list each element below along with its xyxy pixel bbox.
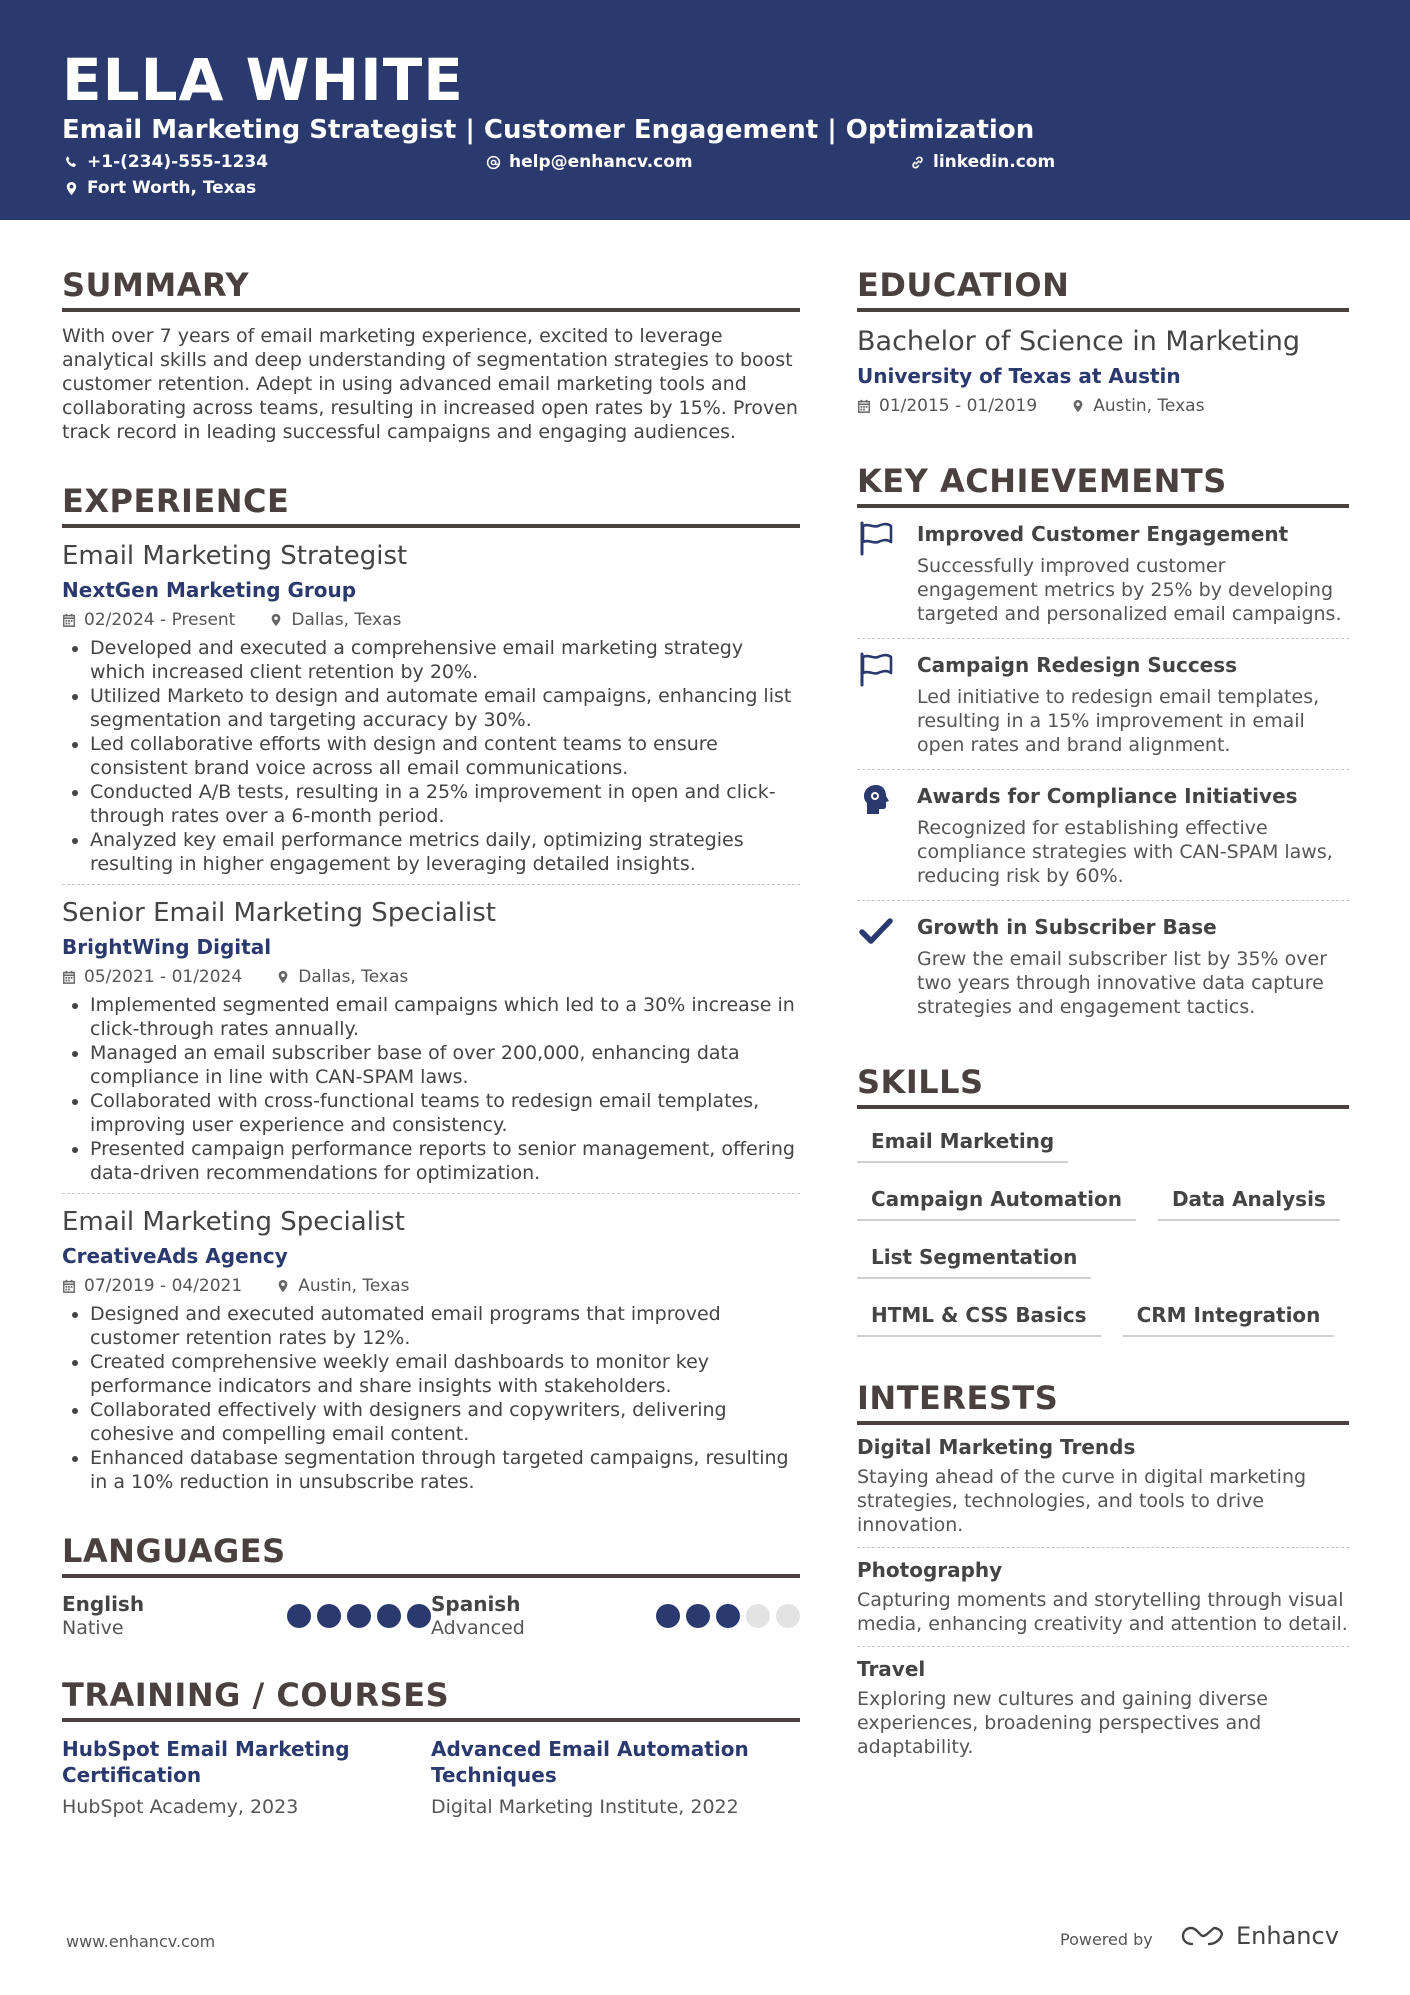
- experience-entry: [62, 1194, 800, 1502]
- job-meta: [62, 1274, 800, 1298]
- course-org: Digital Marketing Institute, 2022: [431, 1796, 739, 1818]
- experience-list: [62, 528, 800, 1502]
- interests-section: [857, 1377, 1349, 1769]
- achievements-list: [857, 508, 1349, 1031]
- achievements-section: [857, 460, 1349, 1031]
- training-heading: TRAINING / COURSES: [62, 1674, 800, 1722]
- languages-heading: LANGUAGES: [62, 1530, 800, 1578]
- right-column: [857, 264, 1349, 1769]
- job-bullet: • Developed and executed a comprehensive email marketing strategy which increased client retention by 20%.: [90, 636, 800, 684]
- rating-dot-filled: [317, 1604, 341, 1628]
- achievement-desc: Recognized for establishing effective compliance strategies with CAN-SPAM laws, reducing risk by 60%.: [917, 817, 1333, 887]
- language-level: Native: [62, 1617, 124, 1639]
- flag-icon: [857, 520, 917, 626]
- achievement-item: [857, 901, 1349, 1031]
- location-text: Fort Worth, Texas: [87, 178, 257, 198]
- experience-entry: [62, 885, 800, 1194]
- language-item: [431, 1592, 800, 1640]
- job-bullet: • Collaborated with cross-functional teams to redesign email templates, improving user experience and consistency.: [90, 1089, 800, 1137]
- course-item: [431, 1736, 800, 1820]
- company-name: BrightWing Digital: [62, 935, 272, 959]
- language-name: Spanish: [431, 1592, 521, 1616]
- achievements-heading: KEY ACHIEVEMENTS: [857, 460, 1349, 508]
- education-section: [857, 264, 1349, 418]
- job-bullet: • Managed an email subscriber base of over 200,000, enhancing data compliance in line with CAN-SPAM laws.: [90, 1041, 800, 1089]
- courses-list: [62, 1736, 800, 1820]
- job-meta: [62, 965, 800, 989]
- experience-heading: EXPERIENCE: [62, 480, 800, 528]
- calendar-icon: [62, 970, 76, 984]
- rating-dot-empty: [776, 1604, 800, 1628]
- head-icon: [857, 782, 917, 888]
- achievement-title: Awards for Compliance Initiatives: [917, 784, 1298, 808]
- job-bullet: • Implemented segmented email campaigns which led to a 30% increase in click-through rates annually.: [90, 993, 800, 1041]
- at-icon: [486, 155, 501, 170]
- interest-desc: Staying ahead of the curve in digital marketing strategies, technologies, and tools to drive innovation.: [857, 1466, 1307, 1536]
- rating-dot-filled: [377, 1604, 401, 1628]
- skill-tag: Campaign Automation: [857, 1181, 1136, 1221]
- checkmark-icon: [857, 913, 917, 1019]
- location-pin-icon: [276, 1279, 290, 1293]
- experience-section: [62, 480, 800, 1502]
- phone-text[interactable]: +1-(234)-555-1234: [87, 152, 269, 172]
- enhancv-logo-icon: [1180, 1924, 1226, 1948]
- location-pin-icon: [269, 613, 283, 627]
- interest-desc: Capturing moments and storytelling through visual media, enhancing creativity and attention to detail.: [857, 1589, 1348, 1635]
- job-bullet: • Collaborated effectively with designers and copywriters, delivering cohesive and compelling email content.: [90, 1398, 800, 1446]
- education-heading: EDUCATION: [857, 264, 1349, 312]
- location-pin-icon: [64, 181, 79, 196]
- job-bullets: [62, 1302, 800, 1494]
- achievement-title: Improved Customer Engagement: [917, 522, 1289, 546]
- candidate-name: ELLA WHITE: [62, 46, 464, 114]
- course-item: [62, 1736, 431, 1820]
- location-pin-icon: [276, 970, 290, 984]
- rating-dot-filled: [656, 1604, 680, 1628]
- company-name: CreativeAds Agency: [62, 1244, 288, 1268]
- skills-heading: SKILLS: [857, 1061, 1349, 1109]
- job-bullet: • Enhanced database segmentation through targeted campaigns, resulting in a 10% reduction in unsubscribe rates.: [90, 1446, 800, 1494]
- job-location: Dallas, Texas: [298, 967, 409, 987]
- interest-title: Digital Marketing Trends: [857, 1435, 1136, 1459]
- job-bullet: • Analyzed key email performance metrics daily, optimizing strategies resulting in higher engagement by leveraging detailed insights.: [90, 828, 800, 876]
- job-bullet: • Led collaborative efforts with design and content teams to ensure consistent brand voice across all email communications.: [90, 732, 800, 780]
- location-pin-icon: [1071, 399, 1085, 413]
- contact-email: [486, 150, 693, 174]
- contact-linkedin: [910, 150, 1055, 174]
- achievement-item: [857, 770, 1349, 901]
- rating-dot-empty: [746, 1604, 770, 1628]
- header-banner: [0, 0, 1410, 220]
- language-item: [62, 1592, 431, 1640]
- brand-name: Enhancv: [1236, 1922, 1339, 1950]
- rating-dot-filled: [407, 1604, 431, 1628]
- education-dates: 01/2015 - 01/2019: [879, 396, 1038, 416]
- rating-dot-filled: [716, 1604, 740, 1628]
- achievement-title: Growth in Subscriber Base: [917, 915, 1217, 939]
- course-org: HubSpot Academy, 2023: [62, 1796, 299, 1818]
- candidate-tagline: Email Marketing Strategist | Customer Engagement | Optimization: [62, 115, 1035, 145]
- job-location: Dallas, Texas: [291, 610, 402, 630]
- left-column: [62, 264, 800, 1820]
- summary-text: With over 7 years of email marketing experience, excited to leverage analytical skills and deep understanding of segmentation strategies to boost customer retention. Adept in using advanced email marketing tools and collaborating across teams, resulting in increased open rates by 15%. Proven track record in leading successful campaigns and engaging audiences.: [62, 325, 798, 443]
- job-dates: 05/2021 - 01/2024: [84, 967, 243, 987]
- language-name: English: [62, 1592, 145, 1616]
- interest-item: [857, 1647, 1349, 1769]
- achievement-desc: Successfully improved customer engagement metrics by 25% by developing targeted and personalized email campaigns.: [917, 555, 1342, 625]
- achievement-item: [857, 639, 1349, 770]
- course-name: Advanced Email Automation Techniques: [431, 1737, 749, 1787]
- flag-icon: [857, 651, 917, 757]
- job-bullet: • Conducted A/B tests, resulting in a 25% improvement in open and click-through rates over a 6-month period.: [90, 780, 800, 828]
- achievement-desc: Grew the email subscriber list by 35% over two years through innovative data capture strategies and engagement tactics.: [917, 948, 1328, 1018]
- rating-dot-filled: [686, 1604, 710, 1628]
- skills-list: [857, 1123, 1349, 1337]
- summary-section: [62, 264, 800, 444]
- achievement-desc: Led initiative to redesign email templates, resulting in a 15% improvement in email open rates and brand alignment.: [917, 686, 1320, 756]
- education-location: Austin, Texas: [1093, 396, 1205, 416]
- brand-logo[interactable]: [1180, 1922, 1339, 1950]
- job-title: Email Marketing Specialist: [62, 1207, 405, 1237]
- interest-item: [857, 1425, 1349, 1548]
- job-dates: 02/2024 - Present: [84, 610, 236, 630]
- education-degree: Bachelor of Science in Marketing: [857, 326, 1300, 357]
- interests-heading: INTERESTS: [857, 1377, 1349, 1425]
- skill-tag: List Segmentation: [857, 1239, 1091, 1279]
- skills-section: [857, 1061, 1349, 1337]
- company-name: NextGen Marketing Group: [62, 578, 357, 602]
- job-title: Senior Email Marketing Specialist: [62, 898, 496, 928]
- job-title: Email Marketing Strategist: [62, 541, 408, 571]
- job-bullet: • Utilized Marketo to design and automate email campaigns, enhancing list segmentation and targeting accuracy by 30%.: [90, 684, 800, 732]
- achievement-title: Campaign Redesign Success: [917, 653, 1238, 677]
- languages-list: [62, 1592, 800, 1640]
- interests-list: [857, 1425, 1349, 1769]
- calendar-icon: [62, 613, 76, 627]
- powered-by-label: Powered by: [1060, 1930, 1153, 1949]
- job-dates: 07/2019 - 04/2021: [84, 1276, 243, 1296]
- job-bullet: • Designed and executed automated email programs that improved customer retention rates by 12%.: [90, 1302, 800, 1350]
- skill-tag: Email Marketing: [857, 1123, 1068, 1163]
- interest-item: [857, 1548, 1349, 1647]
- link-icon: [910, 155, 925, 170]
- email-text[interactable]: help@enhancv.com: [509, 152, 693, 172]
- experience-entry: [62, 528, 800, 885]
- rating-dot-filled: [347, 1604, 371, 1628]
- education-meta: [857, 394, 1349, 418]
- language-rating: [287, 1604, 431, 1628]
- phone-icon: [64, 155, 79, 170]
- rating-dot-filled: [287, 1604, 311, 1628]
- interest-title: Travel: [857, 1657, 926, 1681]
- language-rating: [656, 1604, 800, 1628]
- course-name: HubSpot Email Marketing Certification: [62, 1737, 350, 1787]
- achievement-item: [857, 508, 1349, 639]
- skill-tag: HTML & CSS Basics: [857, 1297, 1101, 1337]
- interest-desc: Exploring new cultures and gaining diverse experiences, broadening perspectives and adaptability.: [857, 1688, 1268, 1758]
- job-bullets: [62, 993, 800, 1185]
- contact-phone: [64, 150, 268, 174]
- job-bullet: • Presented campaign performance reports to senior management, offering data-driven recommendations for optimization.: [90, 1137, 800, 1185]
- skill-tag: CRM Integration: [1123, 1297, 1335, 1337]
- calendar-icon: [857, 399, 871, 413]
- footer-url[interactable]: www.enhancv.com: [66, 1932, 216, 1951]
- skill-tag: Data Analysis: [1158, 1181, 1340, 1221]
- languages-section: [62, 1530, 800, 1640]
- interest-title: Photography: [857, 1558, 1003, 1582]
- contact-location: [64, 176, 256, 200]
- summary-heading: SUMMARY: [62, 264, 800, 312]
- language-level: Advanced: [431, 1617, 525, 1639]
- job-bullets: [62, 636, 800, 876]
- calendar-icon: [62, 1279, 76, 1293]
- linkedin-text[interactable]: linkedin.com: [933, 152, 1056, 172]
- job-bullet: • Created comprehensive weekly email dashboards to monitor key performance indicators and share insights with stakeholders.: [90, 1350, 800, 1398]
- job-location: Austin, Texas: [298, 1276, 410, 1296]
- job-meta: [62, 608, 800, 632]
- training-section: [62, 1674, 800, 1820]
- education-school: University of Texas at Austin: [857, 364, 1181, 388]
